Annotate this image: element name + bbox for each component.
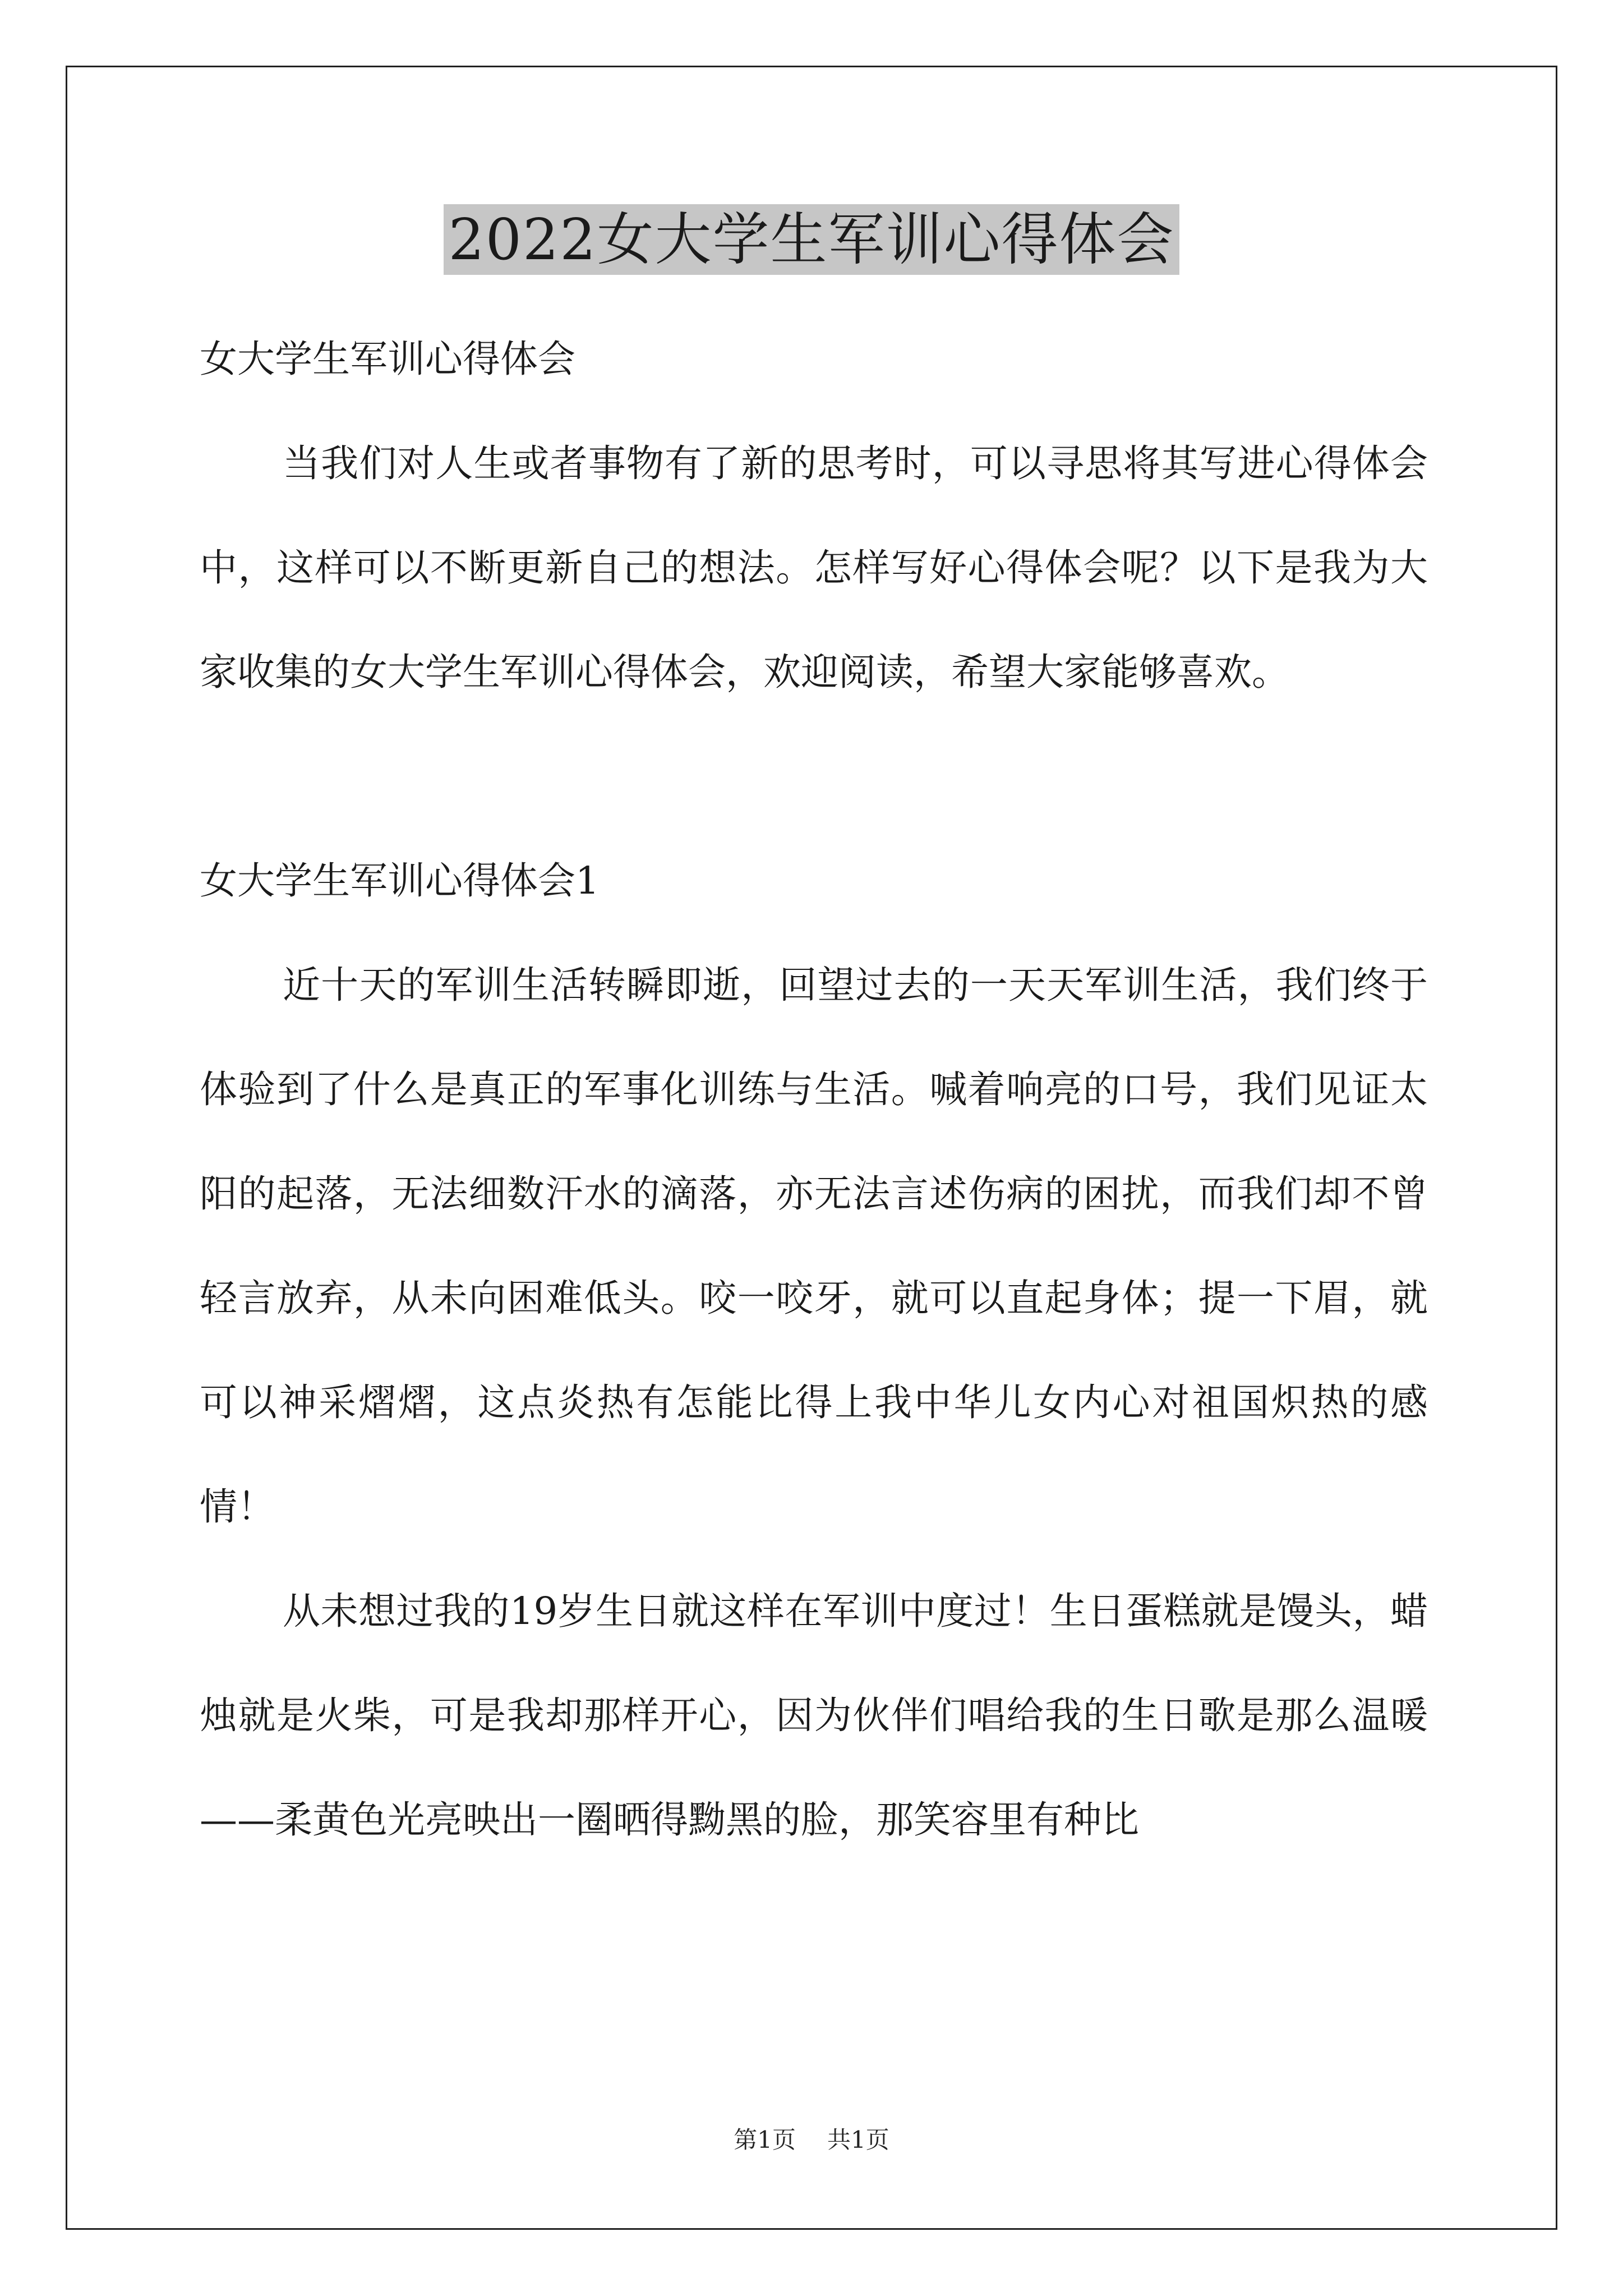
intro-paragraph: 当我们对人生或者事物有了新的思考时，可以寻思将其写进心得体会中，这样可以不断更新自己的想法。怎样写好心得体会呢？以下是我为大家收集的女大学生军训心得体会，欢迎阅读，希望大家能够喜欢。 — [200, 441, 1428, 694]
page-number-total: 共1页 — [827, 2126, 889, 2154]
section-heading-intro: 女大学生军训心得体会 — [200, 337, 575, 381]
page-footer — [0, 2123, 1623, 2157]
document-title-text: 2022女大学生军训心得体会 — [444, 204, 1179, 275]
body-paragraph-1: 近十天的军训生活转瞬即逝，回望过去的一天天军训生活，我们终于体验到了什么是真正的军事化训练与生活。喊着响亮的口号，我们见证太阳的起落，无法细数汗水的滴落，亦无法言述伤病的困扰，而我们却不曾轻言放弃，从未向困难低头。咬一咬牙，就可以直起身体；提一下眉，就可以神采熠熠，这点炎热有怎能比得上我中华儿女内心对祖国炽热的感情！ — [200, 963, 1428, 1529]
document-title — [0, 197, 1623, 282]
document-body — [200, 307, 1428, 1872]
section-heading-1: 女大学生军训心得体会1 — [200, 859, 600, 903]
body-paragraph-2: 从未想过我的19岁生日就这样在军训中度过！生日蛋糕就是馒头，蜡烛就是火柴，可是我却那样开心，因为伙伴们唱给我的生日歌是那么温暖——柔黄色光亮映出一圈晒得黝黑的脸，那笑容里有种比 — [200, 1589, 1428, 1842]
blank-line — [200, 724, 1428, 829]
page-number-current: 第1页 — [734, 2126, 796, 2154]
